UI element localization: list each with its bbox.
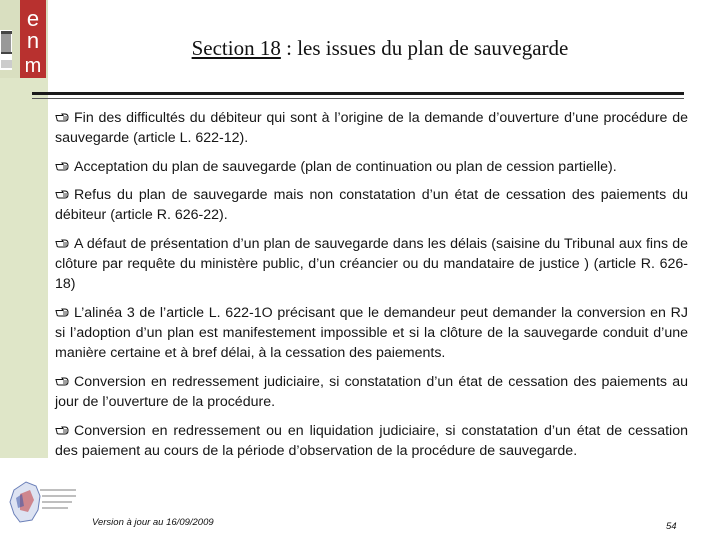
- enm-logo: [0, 0, 48, 78]
- list-item: [52, 303, 688, 363]
- svg-text:n: n: [26, 28, 40, 53]
- bullet-text: Conversion en redressement ou en liquidation judiciaire, si constatation d’un état de cessation des paiement au cours de la période d’observation de la procédure de sauvegarde.: [55, 423, 688, 459]
- bullet-text: Fin des difficultés du débiteur qui sont à l’origine de la demande d’ouverture d’une procédure de sauvegarde (article L. 622-12).: [55, 110, 688, 146]
- pointing-hand-icon: [55, 308, 69, 317]
- pointing-hand-icon: [55, 377, 69, 386]
- page-number: 54: [666, 521, 677, 532]
- pointing-hand-icon: [55, 113, 69, 122]
- list-item: [52, 372, 688, 412]
- svg-text:e: e: [26, 6, 40, 31]
- pointing-hand-icon: [55, 190, 69, 199]
- bullet-list: [52, 108, 688, 470]
- pointing-hand-icon: [55, 426, 69, 435]
- list-item: [52, 157, 688, 177]
- svg-text:m: m: [24, 55, 42, 77]
- page-title: [60, 36, 700, 61]
- title-divider-thick: [32, 92, 684, 95]
- bullet-text: L’alinéa 3 de l’article L. 622-1O précisant que le demandeur peut demander la conversion en RJ si l’adoption d’un plan est manifestement impossible et si la clôture de la sauvegarde conduit d’une manière certaine et à bref délai, à la cessation des paiements.: [55, 305, 688, 361]
- pointing-hand-icon: [55, 239, 69, 248]
- ministry-emblem-icon: [6, 476, 80, 534]
- list-item: [52, 234, 688, 294]
- list-item: [52, 185, 688, 225]
- pointing-hand-icon: [55, 162, 69, 171]
- bullet-text: Conversion en redressement judiciaire, si constatation d’un état de cessation des paiements au jour de l’ouverture de la procédure.: [55, 374, 688, 410]
- list-item: [52, 421, 688, 461]
- bullet-text: Refus du plan de sauvegarde mais non constatation d’un état de cessation des paiements du débiteur (article R. 626-22).: [55, 187, 688, 223]
- footer-version: Version à jour au 16/09/2009: [92, 517, 214, 528]
- section-number: Section 18: [191, 36, 281, 60]
- title-text: : les issues du plan de sauvegarde: [280, 36, 569, 60]
- title-divider-thin: [32, 98, 684, 99]
- bullet-text: A défaut de présentation d’un plan de sauvegarde dans les délais (saisine du Tribunal aux fins de clôture par requête du ministère public, d’un créancier ou du mandataire de justice ) (article R. 626-18): [55, 236, 688, 292]
- list-item: [52, 108, 688, 148]
- bullet-text: Acceptation du plan de sauvegarde (plan de continuation ou plan de cession partielle).: [74, 159, 617, 175]
